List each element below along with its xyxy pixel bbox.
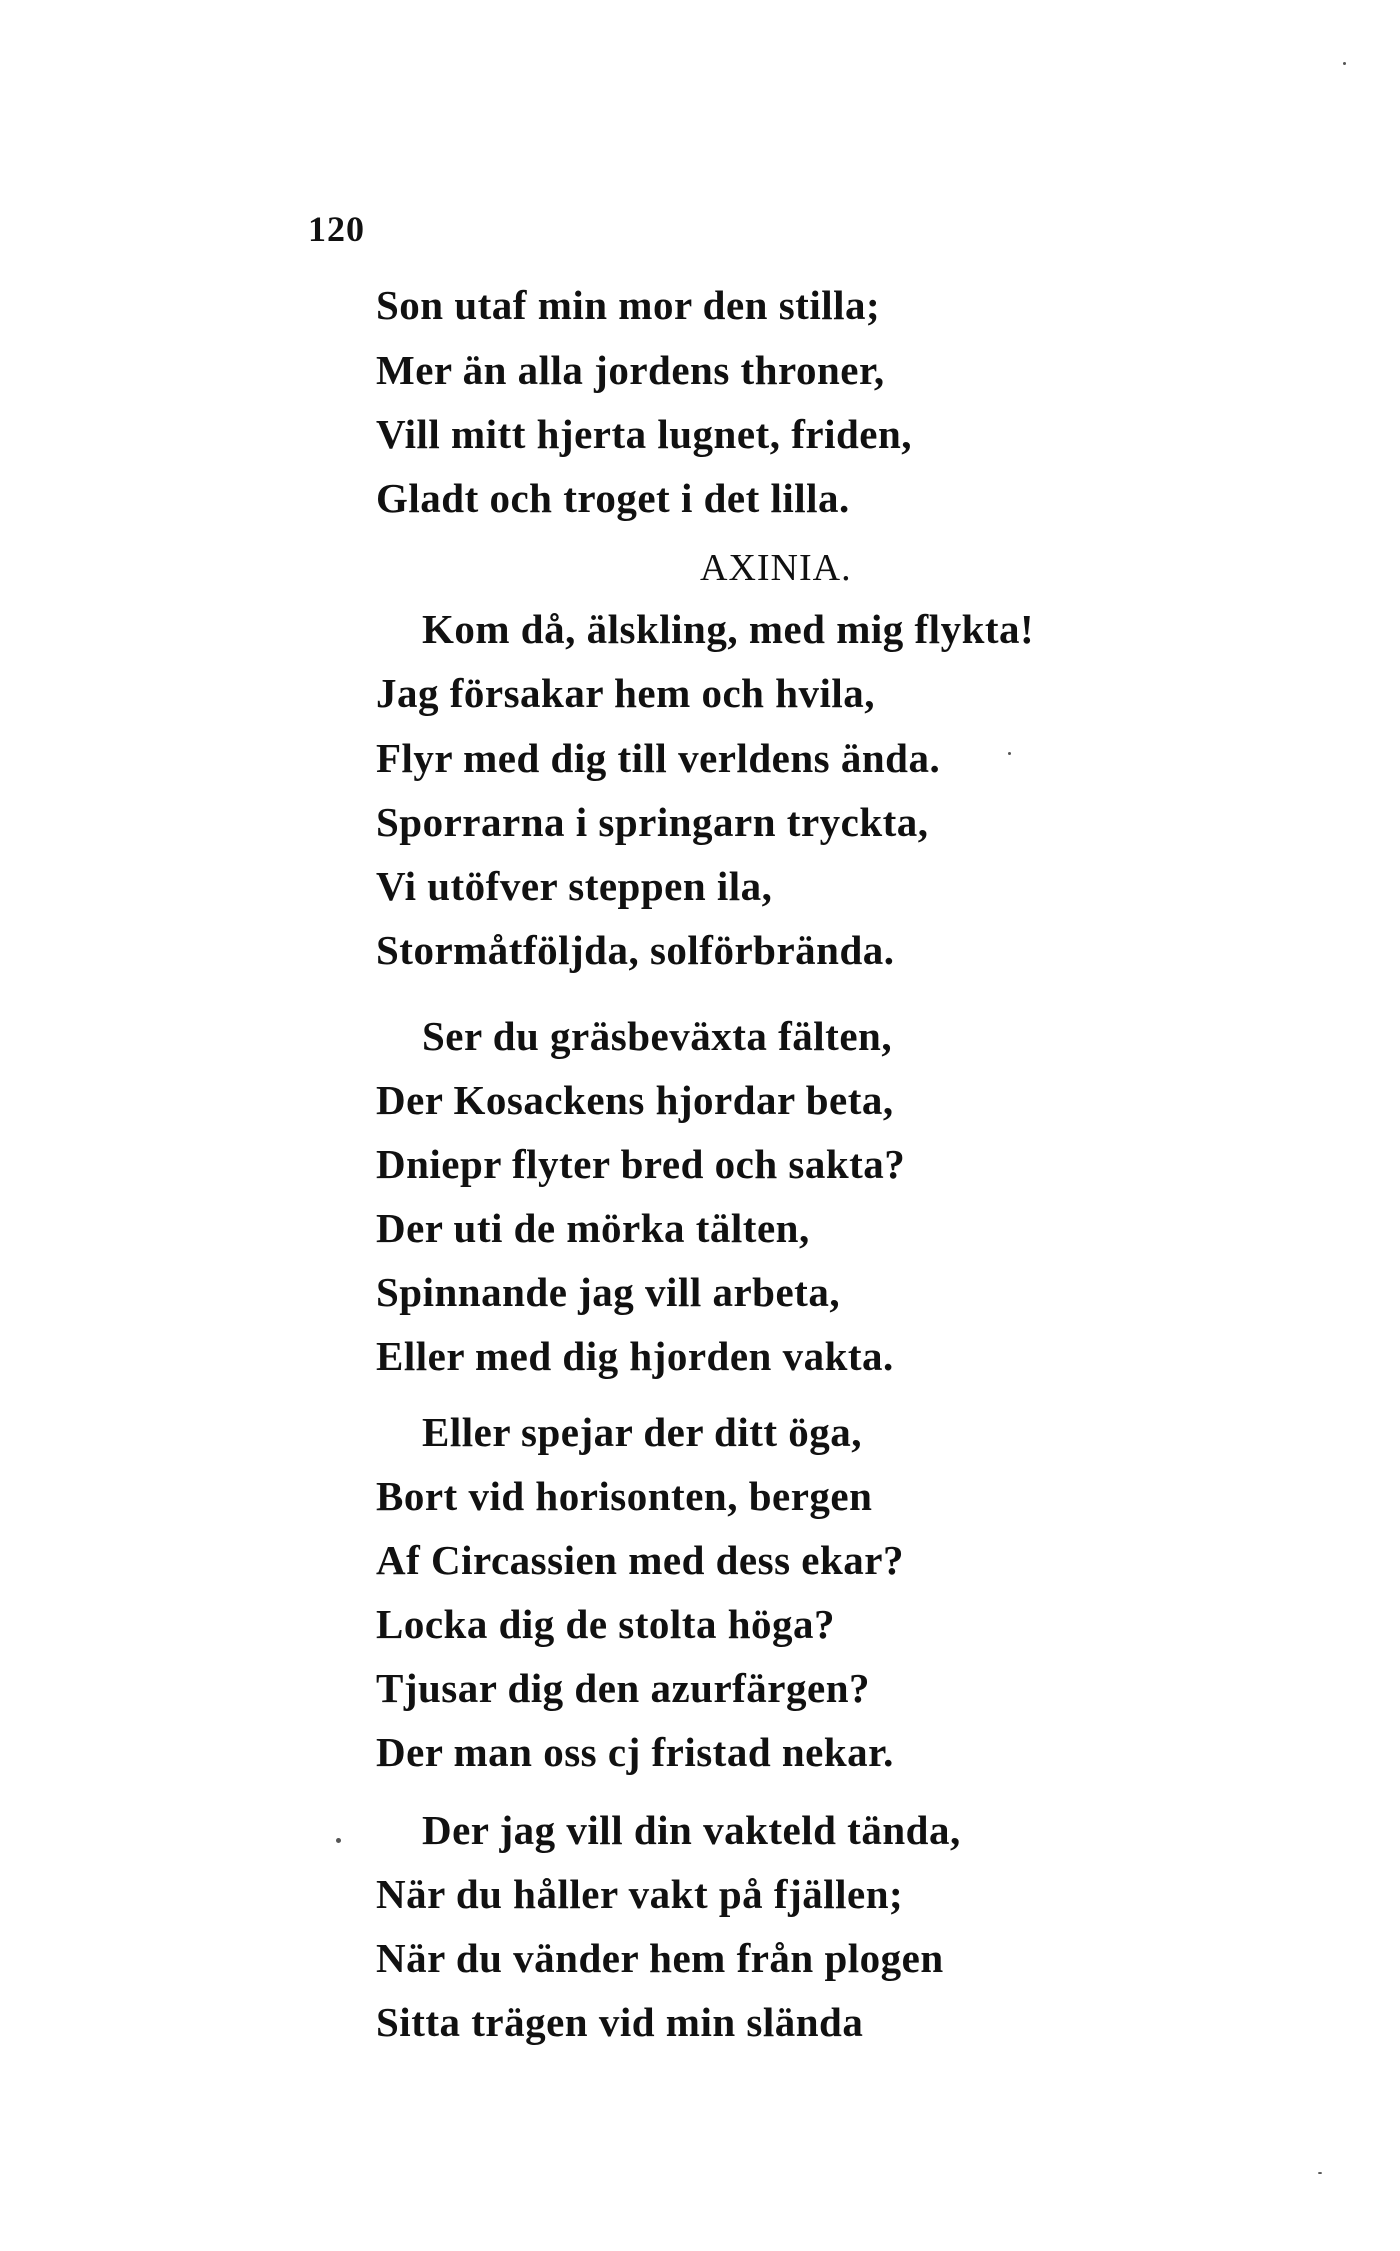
poem-line: Bort vid horisonten, bergen <box>376 1473 873 1519</box>
poem-line: Ser du gräsbeväxta fälten, <box>422 1013 893 1059</box>
poem-line: Mer än alla jordens throner, <box>376 347 885 393</box>
speaker-heading: AXINIA. <box>700 547 852 589</box>
poem-line: Stormåtföljda, solförbrända. <box>376 927 895 973</box>
poem-line: Eller med dig hjorden vakta. <box>376 1333 894 1379</box>
scan-speck <box>1343 62 1346 65</box>
scan-speck <box>1008 752 1011 755</box>
poem-line: Tjusar dig den azurfärgen? <box>376 1665 871 1711</box>
poem-line: Sitta trägen vid min slända <box>376 1999 864 2045</box>
poem-line: Kom då, älskling, med mig flykta! <box>422 606 1035 652</box>
poem-line: När du håller vakt på fjällen; <box>376 1871 904 1917</box>
poem-line: Der uti de mörka tälten, <box>376 1205 810 1251</box>
poem-line: Af Circassien med dess ekar? <box>376 1537 904 1583</box>
poem-line: Vi utöfver steppen ila, <box>376 863 773 909</box>
poem-line: Flyr med dig till verldens ända. <box>376 735 941 781</box>
poem-line: Son utaf min mor den stilla; <box>376 282 881 328</box>
poem-line: Vill mitt hjerta lugnet, friden, <box>376 411 913 457</box>
poem-line: Der man oss cj fristad nekar. <box>376 1729 894 1775</box>
scan-speck <box>336 1838 341 1843</box>
poem-line: När du vänder hem från plogen <box>376 1935 944 1981</box>
poem-line: Der Kosackens hjordar beta, <box>376 1077 894 1123</box>
poem-line: Sporrarna i springarn tryckta, <box>376 799 929 845</box>
poem-line: Der jag vill din vakteld tända, <box>422 1807 961 1853</box>
poem-line: Eller spejar der ditt öga, <box>422 1409 863 1455</box>
poem-line: Jag försakar hem och hvila, <box>376 670 876 716</box>
poem-line: Spinnande jag vill arbeta, <box>376 1269 841 1315</box>
poem-line: Dniepr flyter bred och sakta? <box>376 1141 906 1187</box>
poem-line: Locka dig de stolta höga? <box>376 1601 835 1647</box>
scan-speck <box>1318 2172 1322 2174</box>
poem-line: Gladt och troget i det lilla. <box>376 475 850 521</box>
page-number: 120 <box>308 209 365 249</box>
